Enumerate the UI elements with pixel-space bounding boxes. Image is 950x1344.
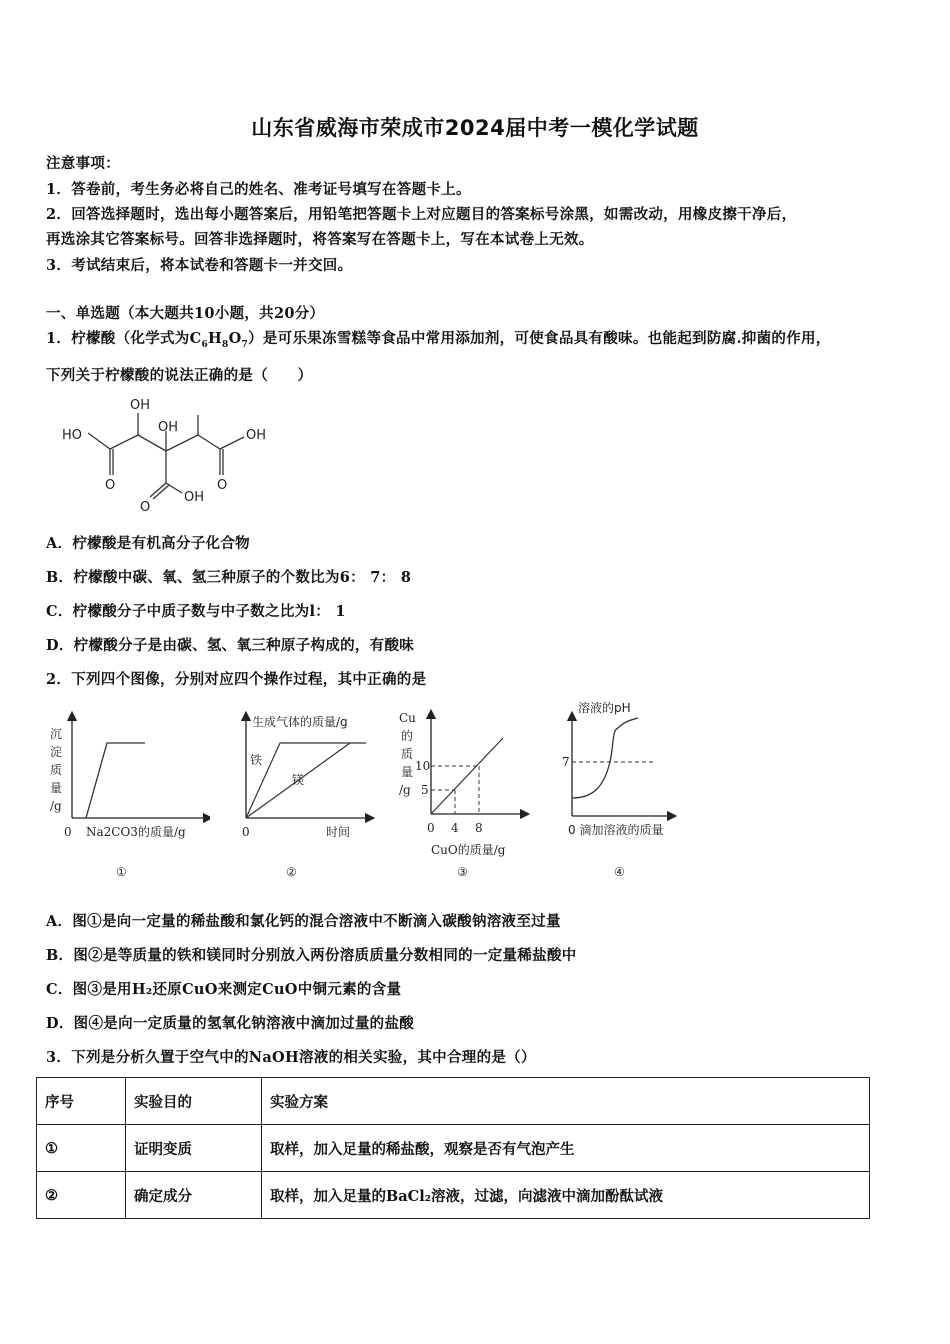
svg-text:量: 量 bbox=[50, 781, 63, 795]
svg-text:质: 质 bbox=[50, 763, 63, 777]
notice-item: 再选涂其它答案标号。回答非选择题时，将答案写在答题卡上，写在本试卷上无效。 bbox=[46, 231, 594, 248]
citric-acid-structure bbox=[58, 395, 278, 515]
svg-text:0 滴加溶液的质量: 0 滴加溶液的质量 bbox=[568, 823, 664, 837]
section-heading: 一、单选题（本大题共10小题，共20分） bbox=[46, 305, 325, 322]
svg-text:镁: 镁 bbox=[292, 773, 305, 787]
svg-text:O: O bbox=[105, 478, 116, 493]
graph-2 bbox=[230, 700, 390, 885]
svg-text:5: 5 bbox=[421, 783, 429, 797]
svg-text:7: 7 bbox=[562, 755, 570, 769]
svg-text:②: ② bbox=[286, 865, 297, 879]
notice-heading: 注意事项： bbox=[46, 155, 120, 172]
table-header-row bbox=[37, 1078, 870, 1125]
svg-text:OH: OH bbox=[130, 398, 151, 413]
table-row bbox=[37, 1125, 870, 1172]
svg-text:Na2CO3的质量/g: Na2CO3的质量/g bbox=[86, 825, 186, 839]
svg-text:O: O bbox=[217, 478, 228, 493]
q1-option-d: D．柠檬酸分子是由碳、氢、氧三种原子构成的，有酸味 bbox=[46, 637, 415, 654]
graph-4 bbox=[560, 700, 710, 885]
table-cell: 证明变质 bbox=[126, 1125, 262, 1172]
q2-option-c: C．图③是用H₂还原CuO来测定CuO中铜元素的含量 bbox=[46, 981, 402, 998]
notice-item: 2．回答选择题时，选出每小题答案后，用铅笔把答题卡上对应题目的答案标号涂黑，如需改动，用橡皮擦干净后， bbox=[46, 206, 797, 223]
svg-text:生成气体的质量/g: 生成气体的质量/g bbox=[252, 715, 348, 729]
svg-text:淀: 淀 bbox=[50, 745, 63, 759]
page-title: 山东省威海市荣成市2024届中考一模化学试题 bbox=[251, 116, 699, 140]
svg-text:沉: 沉 bbox=[50, 727, 63, 741]
svg-text:4: 4 bbox=[451, 821, 459, 835]
table-cell: 取样，加入足量的稀盐酸，观察是否有气泡产生 bbox=[262, 1125, 870, 1172]
q2-stem: 2．下列四个图像，分别对应四个操作过程，其中正确的是 bbox=[46, 671, 427, 688]
svg-text:0: 0 bbox=[242, 825, 250, 839]
table-cell: 确定成分 bbox=[126, 1172, 262, 1219]
table-header: 实验方案 bbox=[262, 1078, 870, 1125]
q2-option-d: D．图④是向一定质量的氢氧化钠溶液中滴加过量的盐酸 bbox=[46, 1015, 415, 1032]
svg-text:0: 0 bbox=[427, 821, 435, 835]
svg-text:OH: OH bbox=[184, 490, 205, 505]
svg-text:OH: OH bbox=[158, 420, 179, 435]
q1-stem bbox=[46, 327, 831, 350]
svg-text:Cu: Cu bbox=[399, 711, 416, 725]
svg-text:O: O bbox=[140, 500, 151, 515]
table-row bbox=[37, 1172, 870, 1219]
notice-item: 3．考试结束后，将本试卷和答题卡一并交回。 bbox=[46, 257, 353, 274]
svg-text:溶液的pH: 溶液的pH bbox=[578, 701, 631, 715]
notice-item: 1．答卷前，考生务必将自己的姓名、准考证号填写在答题卡上。 bbox=[46, 181, 471, 198]
svg-text:质: 质 bbox=[401, 747, 414, 761]
svg-text:①: ① bbox=[116, 865, 127, 879]
svg-text:10: 10 bbox=[415, 759, 431, 773]
q1-stem-part1: 1．柠檬酸（化学式为 bbox=[46, 330, 190, 347]
q1-option-b: B．柠檬酸中碳、氧、氢三种原子的个数比为6： 7： 8 bbox=[46, 569, 412, 586]
svg-text:0: 0 bbox=[64, 825, 72, 839]
table-cell: ② bbox=[37, 1172, 126, 1219]
svg-text:HO: HO bbox=[62, 428, 83, 443]
svg-text:CuO的质量/g: CuO的质量/g bbox=[431, 843, 506, 857]
svg-text:③: ③ bbox=[457, 865, 468, 879]
svg-text:8: 8 bbox=[475, 821, 483, 835]
q1-stem-part2: ）是可乐果冻雪糕等食品中常用添加剂，可使食品具有酸味。也能起到防腐.抑菌的作用， bbox=[248, 330, 831, 347]
graph-3 bbox=[395, 700, 530, 885]
q1-option-c: C．柠檬酸分子中质子数与中子数之比为l： 1 bbox=[46, 603, 346, 620]
table-header: 实验目的 bbox=[126, 1078, 262, 1125]
svg-text:量: 量 bbox=[401, 765, 414, 779]
q1-formula: $C_6H_8O_7$ bbox=[189, 330, 249, 350]
q1-option-a: A．柠檬酸是有机高分子化合物 bbox=[46, 535, 250, 552]
table-cell: ① bbox=[37, 1125, 126, 1172]
q3-stem: 3．下列是分析久置于空气中的NaOH溶液的相关实验，其中合理的是（） bbox=[46, 1049, 536, 1066]
table-cell: 取样，加入足量的BaCl₂溶液，过滤，向滤液中滴加酚酞试液 bbox=[262, 1172, 870, 1219]
table-header: 序号 bbox=[37, 1078, 126, 1125]
svg-text:/g: /g bbox=[50, 799, 62, 813]
svg-text:时间: 时间 bbox=[326, 825, 351, 839]
q2-option-a: A．图①是向一定量的稀盐酸和氯化钙的混合溶液中不断滴入碳酸钠溶液至过量 bbox=[46, 913, 561, 930]
svg-text:/g: /g bbox=[399, 783, 411, 797]
svg-text:的: 的 bbox=[401, 729, 414, 743]
svg-text:铁: 铁 bbox=[250, 753, 263, 767]
graph-1 bbox=[40, 700, 210, 885]
svg-text:OH: OH bbox=[246, 428, 267, 443]
experiment-table bbox=[36, 1077, 870, 1219]
q2-option-b: B．图②是等质量的铁和镁同时分别放入两份溶质质量分数相同的一定量稀盐酸中 bbox=[46, 947, 577, 964]
q1-stem-line2: 下列关于柠檬酸的说法正确的是（ ） bbox=[46, 367, 313, 384]
svg-text:④: ④ bbox=[614, 865, 625, 879]
